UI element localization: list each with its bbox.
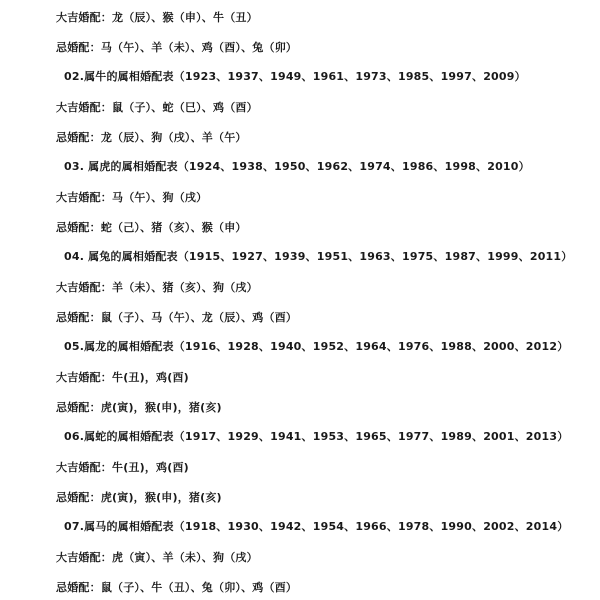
avoid-text: 鼠（子）、马（午）、龙（辰）、鸡（酉） — [100, 311, 298, 324]
section-header — [64, 70, 526, 84]
avoid-text: 蛇（己）、猪（亥）、猴（申） — [100, 221, 247, 234]
avoid-line — [56, 221, 247, 235]
avoid-line — [56, 41, 297, 55]
avoid-line — [56, 581, 297, 595]
match-line — [56, 11, 258, 25]
match-label: 大吉婚配： — [56, 371, 112, 384]
section-header-text: 02.属牛的属相婚配表（1923、1937、1949、1961、1973、1985、1997、2009） — [64, 70, 526, 83]
match-label: 大吉婚配： — [56, 191, 112, 204]
avoid-line — [56, 131, 247, 145]
match-label: 大吉婚配： — [56, 281, 112, 294]
avoid-line — [56, 401, 222, 415]
section-header — [64, 520, 568, 534]
match-text: 牛(丑)，鸡(酉) — [112, 371, 189, 384]
match-line — [56, 551, 258, 565]
avoid-text: 鼠（子）、牛（丑）、兔（卯）、鸡（酉） — [100, 581, 298, 594]
match-text: 龙（辰）、猴（申）、牛（丑） — [112, 11, 258, 24]
section-header-text: 06.属蛇的属相婚配表（1917、1929、1941、1953、1965、1977、1989、2001、2013） — [64, 430, 569, 443]
section-header-text: 03. 属虎的属相婚配表（1924、1938、1950、1962、1974、1986、1998、2010） — [64, 160, 530, 173]
avoid-label: 忌婚配： — [56, 41, 101, 54]
avoid-line — [56, 311, 297, 325]
match-line — [56, 191, 207, 205]
section-header-text: 07.属马的属相婚配表（1918、1930、1942、1954、1966、1978、1990、2002、2014） — [64, 520, 569, 533]
section-header-text: 05.属龙的属相婚配表（1916、1928、1940、1952、1964、1976、1988、2000、2012） — [64, 340, 569, 353]
match-label: 大吉婚配： — [56, 461, 112, 474]
match-text: 牛(丑)，鸡(酉) — [112, 461, 189, 474]
section-header — [64, 160, 530, 174]
section-header-text: 04. 属兔的属相婚配表（1915、1927、1939、1951、1963、1975、1987、1999、2011） — [64, 250, 573, 263]
section-header — [64, 430, 568, 444]
match-text: 马（午）、狗（戌） — [112, 191, 208, 204]
avoid-label: 忌婚配： — [56, 491, 101, 504]
match-text: 虎（寅）、羊（未）、狗（戌） — [112, 551, 258, 564]
match-line — [56, 101, 258, 115]
section-header — [64, 340, 568, 354]
avoid-line — [56, 491, 222, 505]
match-line — [56, 371, 189, 385]
avoid-text: 虎(寅)，猴(申)，猪(亥) — [100, 401, 222, 414]
avoid-label: 忌婚配： — [56, 311, 101, 324]
avoid-text: 马（午）、羊（未）、鸡（酉）、兔（卯） — [100, 41, 298, 54]
avoid-label: 忌婚配： — [56, 581, 101, 594]
match-text: 鼠（子）、蛇（巳）、鸡（酉） — [112, 101, 258, 114]
match-label: 大吉婚配： — [56, 11, 112, 24]
avoid-text: 龙（辰）、狗（戌）、羊（午） — [100, 131, 247, 144]
match-line — [56, 281, 258, 295]
match-label: 大吉婚配： — [56, 551, 112, 564]
avoid-text: 虎(寅)，猴(申)，猪(亥) — [100, 491, 222, 504]
match-line — [56, 461, 189, 475]
section-header — [64, 250, 572, 264]
match-text: 羊（未）、猪（亥）、狗（戌） — [112, 281, 258, 294]
avoid-label: 忌婚配： — [56, 221, 101, 234]
avoid-label: 忌婚配： — [56, 401, 101, 414]
match-label: 大吉婚配： — [56, 101, 112, 114]
avoid-label: 忌婚配： — [56, 131, 101, 144]
